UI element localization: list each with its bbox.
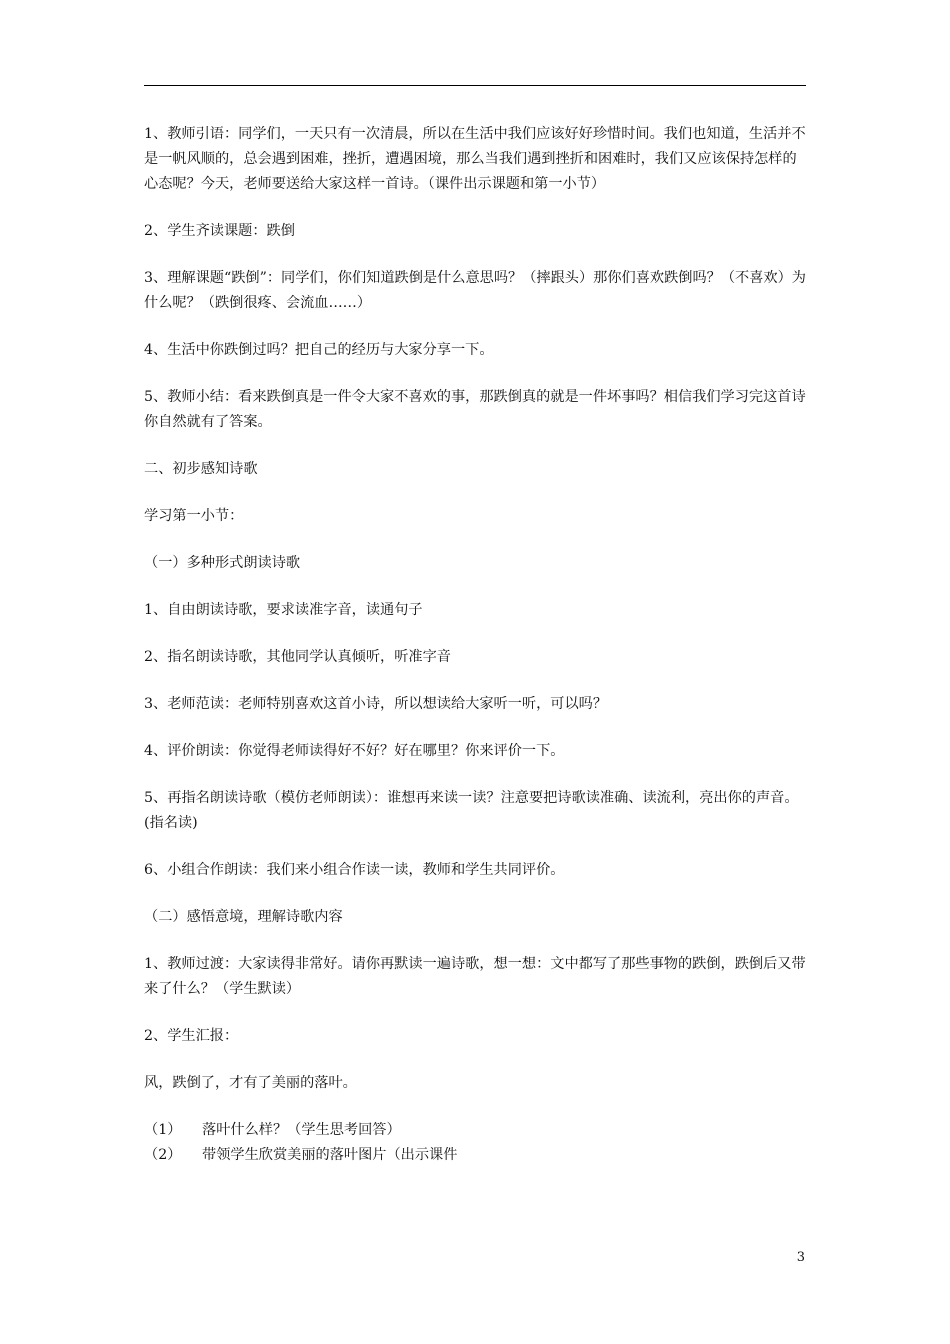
paragraph: 1、自由朗读诗歌，要求读准字音，读通句子 [144,602,423,618]
section-heading: 二、初步感知诗歌 [144,461,258,477]
paragraph: 4、生活中你跌倒过吗？把自己的经历与大家分享一下。 [144,342,494,358]
paragraph: 2、指名朗读诗歌，其他同学认真倾听，听准字音 [144,649,451,665]
paragraph: 1、教师过渡：大家读得非常好。请你再默读一遍诗歌，想一想：文中都写了那些事物的跌倒，跌倒后又带来了什么？（学生默读） [144,956,806,997]
item-number: （1） [144,1122,182,1138]
numbered-item [144,1143,808,1168]
item-text: 带领学生欣赏美丽的落叶图片（出示课件 [202,1147,458,1163]
item-text: 落叶什么样？（学生思考回答） [202,1122,401,1138]
paragraph: 学习第一小节： [144,508,244,524]
paragraph: 1、教师引语：同学们，一天只有一次清晨，所以在生活中我们应该好好珍惜时间。我们也知道，生活并不是一帆风顺的，总会遇到困难，挫折，遭遇困境，那么当我们遇到挫折和困难时，我们又应该保持怎样的心态呢？今天，老师要送给大家这样一首诗。（课件出示课题和第一小节） [144,126,806,192]
numbered-item [144,1118,808,1143]
paragraph: 2、学生汇报： [144,1028,239,1044]
paragraph: 6、小组合作朗读：我们来小组合作读一读，教师和学生共同评价。 [144,862,565,878]
item-number: （2） [144,1147,182,1163]
paragraph: 5、教师小结：看来跌倒真是一件令大家不喜欢的事，那跌倒真的就是一件坏事吗？相信我们学习完这首诗你自然就有了答案。 [144,389,806,430]
header-rule [144,85,806,86]
paragraph: 3、理解课题“跌倒”：同学们，你们知道跌倒是什么意思吗？（摔跟头）那你们喜欢跌倒吗？（不喜欢）为什么呢？（跌倒很疼、会流血……） [144,270,806,311]
paragraph: 5、再指名朗读诗歌（模仿老师朗读）：谁想再来读一读？注意要把诗歌读准确、读流利，亮出你的声音。(指名读) [144,790,799,831]
subsection-heading: （一）多种形式朗读诗歌 [144,555,301,571]
paragraph: 4、评价朗读：你觉得老师读得好不好？好在哪里？你来评价一下。 [144,743,565,759]
paragraph: 风，跌倒了，才有了美丽的落叶。 [144,1075,357,1091]
page-number: 3 [796,1250,805,1265]
document-body [144,122,808,1168]
subsection-heading: （二）感悟意境，理解诗歌内容 [144,909,343,925]
paragraph: 3、老师范读：老师特别喜欢这首小诗，所以想读给大家听一听，可以吗？ [144,696,608,712]
paragraph: 2、学生齐读课题：跌倒 [144,223,295,239]
